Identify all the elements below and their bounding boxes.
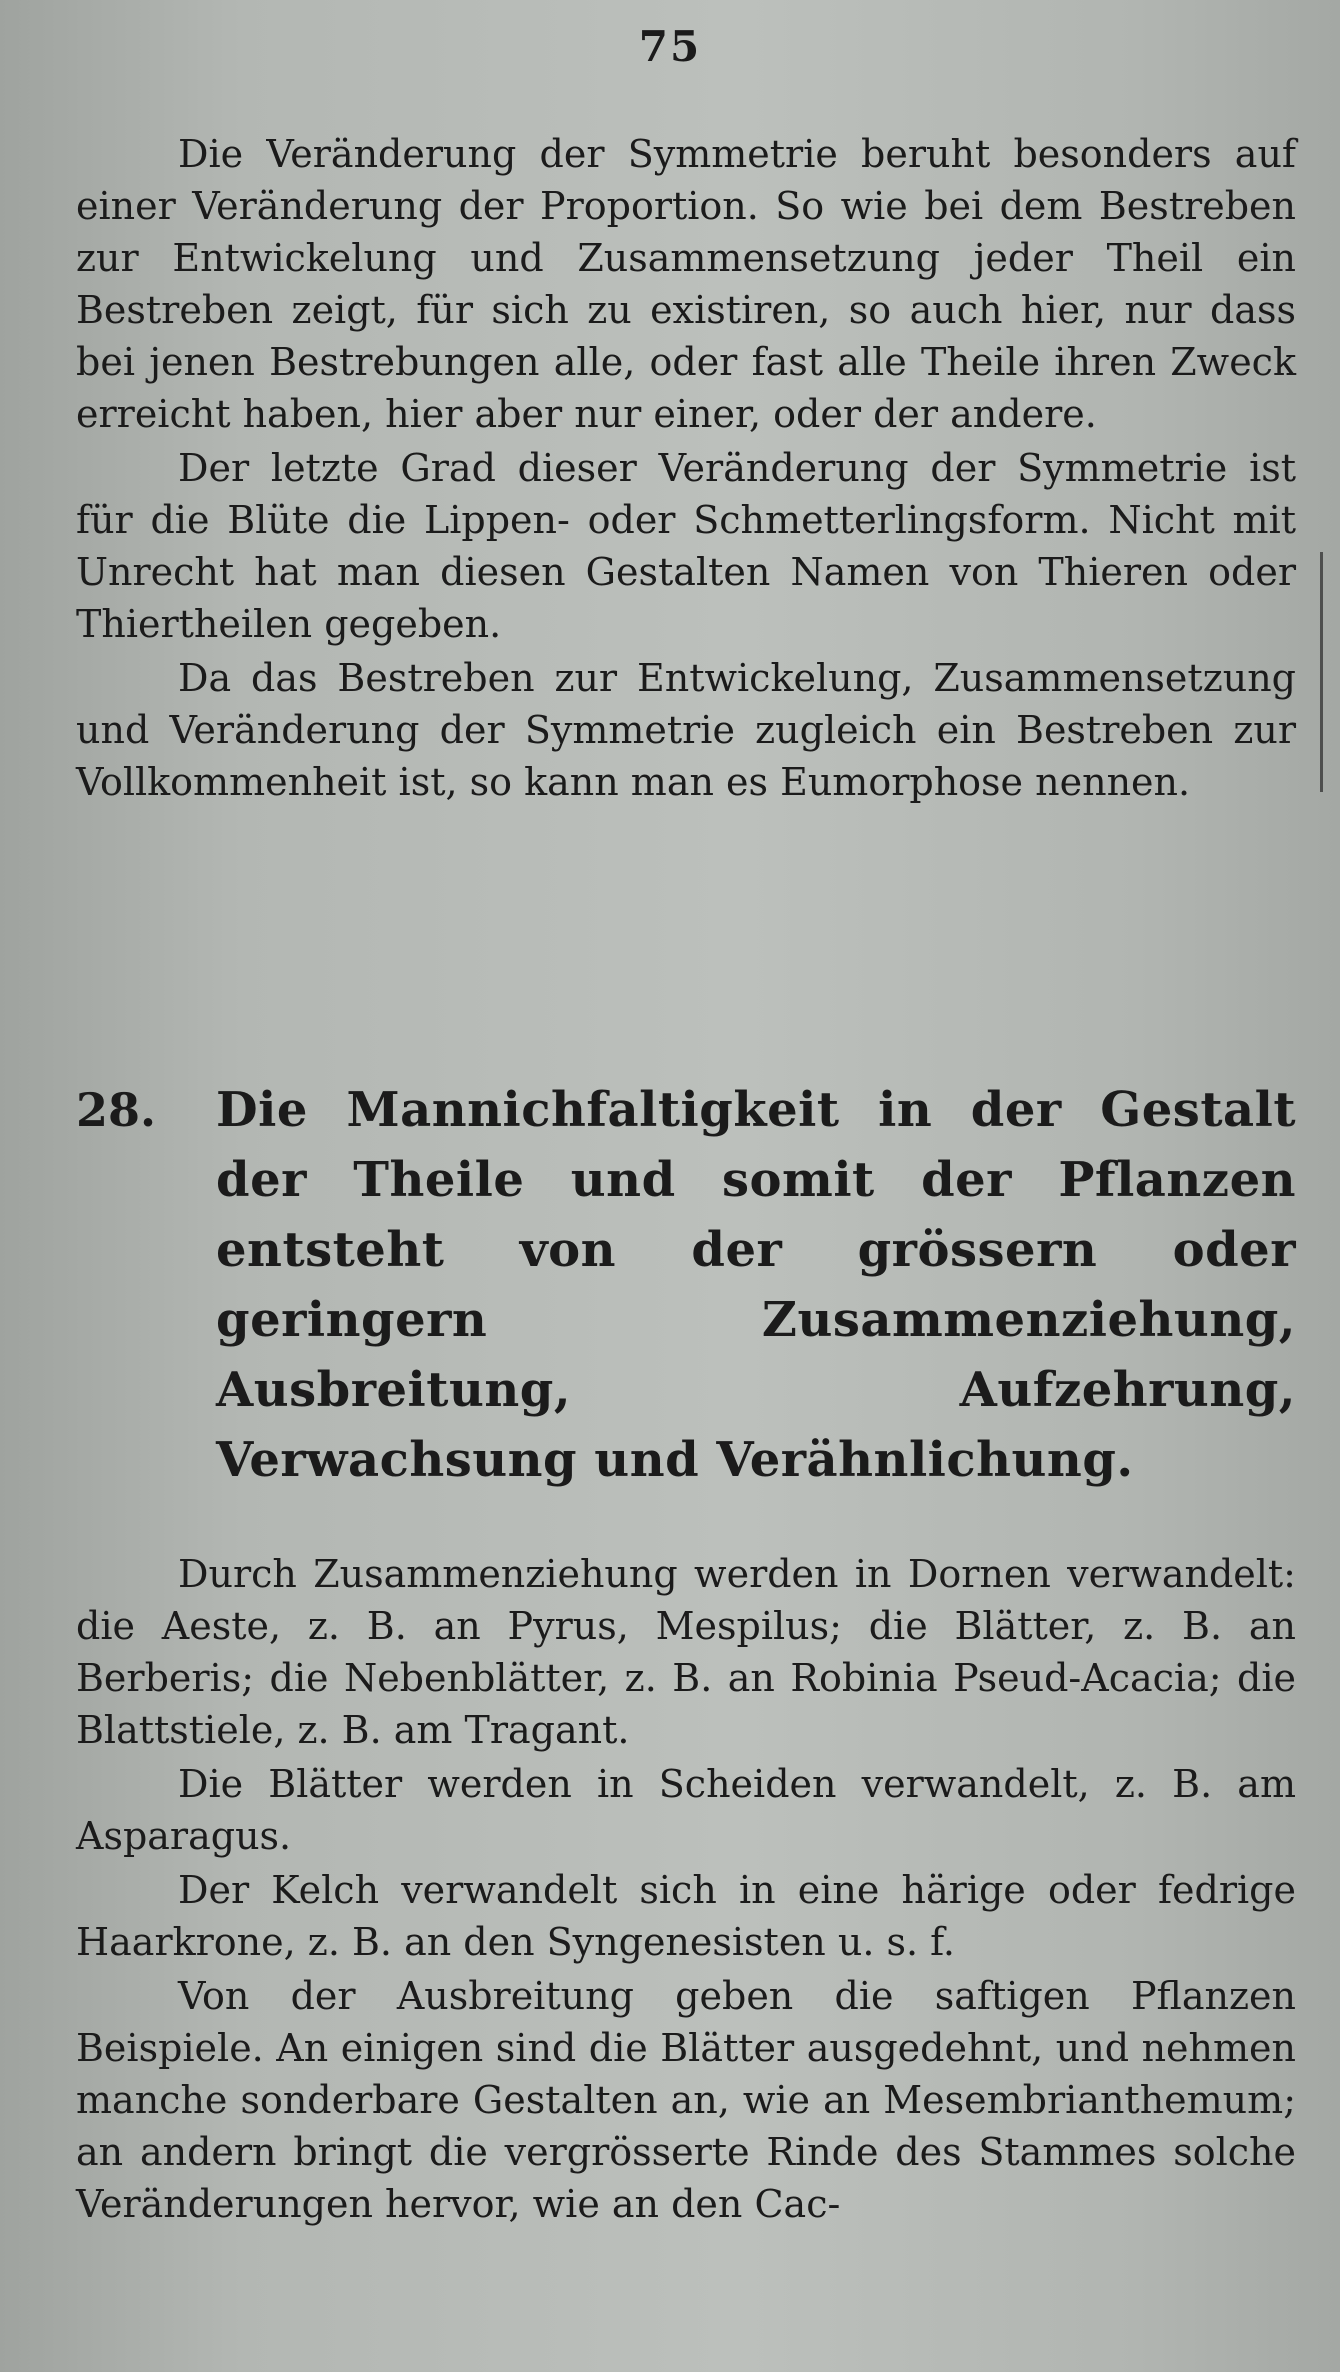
paragraph-contraction-thorns: Durch Zusammenziehung werden in Dornen verwandelt: die Aeste, z. B. an Pyrus, Mespilus; die Blätter, z. B. an Berberis; die Nebenblätter, z. B. an Robinia Pseud-Acacia; die Blattstiele, z. B. am Tragant. [76, 1552, 1296, 1752]
text-block-bottom [76, 1548, 1296, 2230]
text-block-top [76, 128, 1296, 808]
paragraph-calyx-pappus: Der Kelch verwandelt sich in eine härige oder fedrige Haarkrone, z. B. an den Syngenesisten u. s. f. [76, 1868, 1296, 1964]
paragraph-sheaths: Die Blätter werden in Scheiden verwandelt, z. B. am Asparagus. [76, 1762, 1296, 1858]
paragraph-lip-butterfly-form: Der letzte Grad dieser Veränderung der Symmetrie ist für die Blüte die Lippen- oder Schmetterlingsform. Nicht mit Unrecht hat man diesen Gestalten Namen von Thieren oder Thiertheilen gegeben. [76, 446, 1296, 646]
section-title: Die Mannichfaltigkeit in der Gestalt der Theile und somit der Pflanzen entsteht von der grössern oder geringern Zusammenziehung, Ausbreitung, Aufzehrung, Verwachsung und Verähnlichung. [216, 1082, 1296, 1488]
paragraph-expansion: Von der Ausbreitung geben die saftigen Pflanzen Beispiele. An einigen sind die Blätter ausgedehnt, und nehmen manche sonderbare Gestalten an, wie an Mesembrianthemum; an andern bringt die vergrösserte Rinde des Stammes solche Veränderungen hervor, wie an den Cac- [76, 1974, 1296, 2226]
paragraph-symmetry-change: Die Veränderung der Symmetrie beruht besonders auf einer Veränderung der Proportion. So wie bei dem Bestreben zur Entwickelung und Zusammensetzung jeder Theil ein Bestreben zeigt, für sich zu existiren, so auch hier, nur dass bei jenen Bestrebungen alle, oder fast alle Theile ihren Zweck erreicht haben, hier aber nur einer, oder der andere. [76, 132, 1296, 436]
section-heading [76, 1075, 1296, 1495]
margin-line-mark [1320, 552, 1323, 792]
section-number: 28. [76, 1083, 157, 1137]
paragraph-eumorphose: Da das Bestreben zur Entwickelung, Zusammensetzung und Veränderung der Symmetrie zugleich ein Bestreben zur Vollkommenheit ist, so kann man es Eumorphose nennen. [76, 656, 1296, 804]
page-number: 75 [638, 22, 702, 71]
